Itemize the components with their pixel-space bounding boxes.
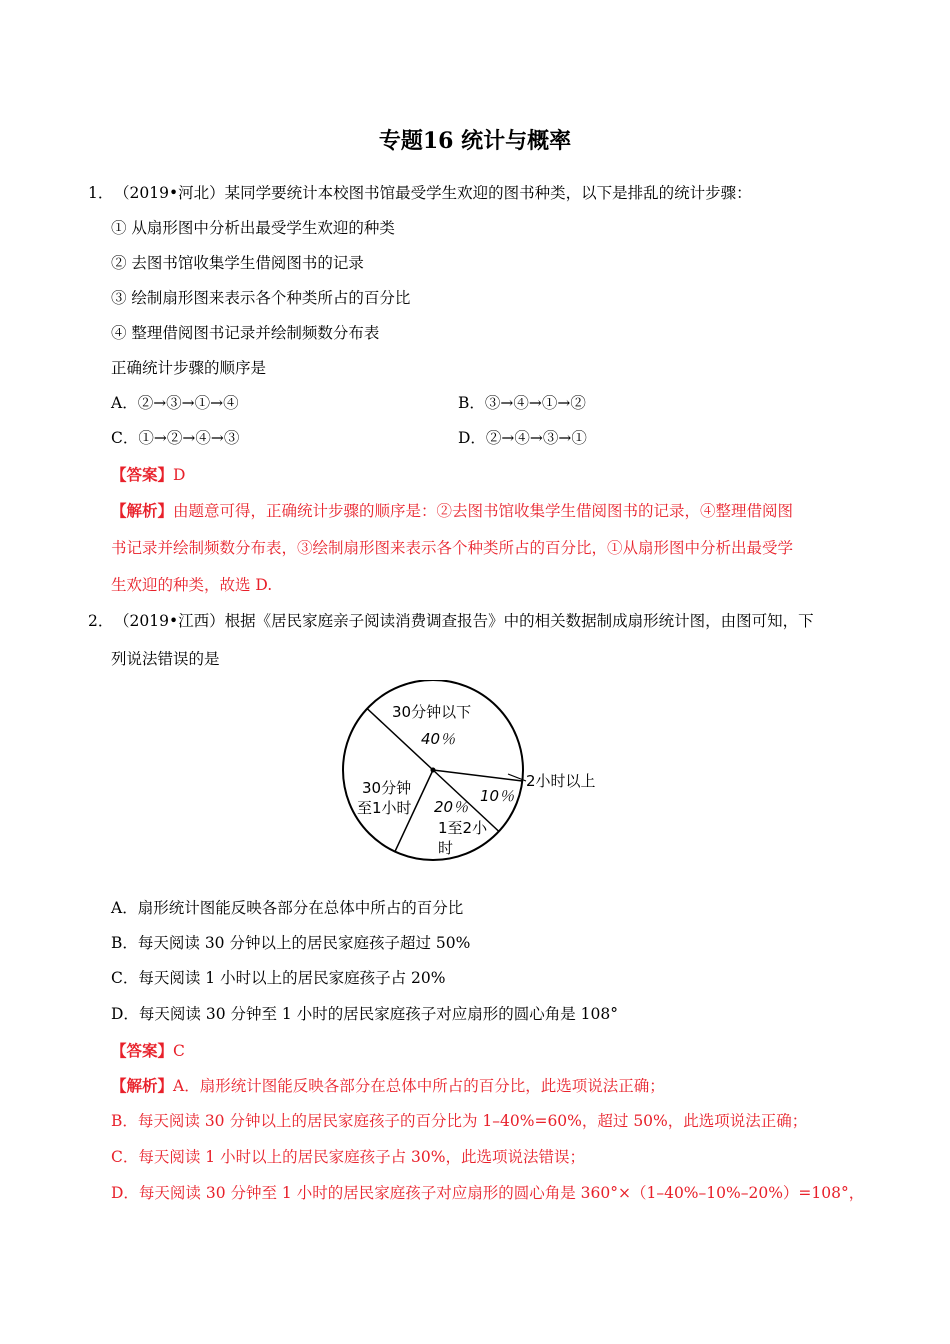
- pie-center-dot: [431, 768, 436, 773]
- q2-option-b: B．每天阅读 30 分钟以上的居民家庭孩子超过 50%: [111, 934, 471, 952]
- q1-analysis-line-2: 书记录并绘制频数分布表，③绘制扇形图来表示各个种类所占的百分比，①从扇形图中分析出最受学: [111, 539, 794, 557]
- label-40pct: 40％: [421, 730, 456, 748]
- q1-option-b: B．③→④→①→②: [458, 394, 586, 412]
- q2-stem-line-2: 列说法错误的是: [111, 650, 220, 668]
- q1-answer-label: 【答案】: [111, 465, 174, 484]
- q1-analysis-line-3: 生欢迎的种类，故选 D.: [111, 576, 273, 594]
- q1-answer-value: D: [173, 466, 186, 484]
- pie-slice-boundary-1: [433, 770, 522, 781]
- q2-option-a: A．扇形统计图能反映各部分在总体中所占的百分比: [111, 899, 464, 917]
- q2-analysis-label: 【解析】: [111, 1076, 174, 1095]
- q1-analysis-line-1: 【解析】由题意可得，正确统计步骤的顺序是：②去图书馆收集学生借阅图书的记录，④整理借阅图: [111, 501, 794, 520]
- q2-answer-value: C: [173, 1042, 185, 1060]
- label-1-2h-line2: 时: [438, 839, 454, 857]
- label-30min-below: 30分钟以下: [392, 703, 472, 721]
- q1-number: 1．: [88, 184, 114, 202]
- label-1-2h-line1: 1至2小: [438, 819, 488, 837]
- q2-number: 2．: [88, 612, 114, 630]
- q2-answer-label: 【答案】: [111, 1041, 174, 1060]
- pie-chart: [330, 680, 620, 870]
- q2-analysis-line-1: 【解析】A．扇形统计图能反映各部分在总体中所占的百分比，此选项说法正确；: [111, 1076, 665, 1095]
- q1-option-d: D．②→④→③→①: [458, 429, 587, 447]
- label-30min-1h-line1: 30分钟: [362, 779, 412, 797]
- q1-analysis-label: 【解析】: [111, 501, 174, 520]
- page-title: 专题16 统计与概率: [378, 128, 572, 154]
- q1-option-a: A．②→③→①→④: [111, 394, 239, 412]
- q1-answer: [111, 467, 185, 484]
- q2-option-c: C．每天阅读 1 小时以上的居民家庭孩子占 20%: [111, 969, 446, 987]
- q1-prompt: 正确统计步骤的顺序是: [111, 359, 267, 377]
- q1-option-c: C．①→②→④→③: [111, 429, 240, 447]
- q1-step-1: ① 从扇形图中分析出最受学生欢迎的种类: [111, 219, 395, 237]
- q2-answer: [111, 1043, 185, 1060]
- q1-step-2: ② 去图书馆收集学生借阅图书的记录: [111, 254, 364, 272]
- label-10pct: 10％: [480, 787, 515, 805]
- label-20pct: 20％: [434, 798, 469, 816]
- q2-analysis-line-3: C．每天阅读 1 小时以上的居民家庭孩子占 30%，此选项说法错误；: [111, 1148, 585, 1166]
- q2-analysis-line-2: B．每天阅读 30 分钟以上的居民家庭孩子的百分比为 1–40%=60%，超过 50%，此选项说法正确；: [111, 1112, 808, 1130]
- q2-analysis-line-4: D．每天阅读 30 分钟至 1 小时的居民家庭孩子对应扇形的圆心角是 360°×（1–40%–10%–20%）=108°，: [111, 1184, 865, 1202]
- label-30min-1h-line2: 至1小时: [357, 799, 412, 817]
- q1-step-4: ④ 整理借阅图书记录并绘制频数分布表: [111, 324, 380, 342]
- q1-stem: （2019•河北）某同学要统计本校图书馆最受学生欢迎的图书种类，以下是排乱的统计步骤：: [114, 184, 752, 202]
- q2-stem-line-1: （2019•江西）根据《居民家庭亲子阅读消费调查报告》中的相关数据制成扇形统计图，由图可知，下: [114, 612, 814, 630]
- label-2h-above: 2小时以上: [526, 772, 596, 790]
- q1-step-3: ③ 绘制扇形图来表示各个种类所占的百分比: [111, 289, 411, 307]
- q2-option-d: D．每天阅读 30 分钟至 1 小时的居民家庭孩子对应扇形的圆心角是 108°: [111, 1005, 618, 1023]
